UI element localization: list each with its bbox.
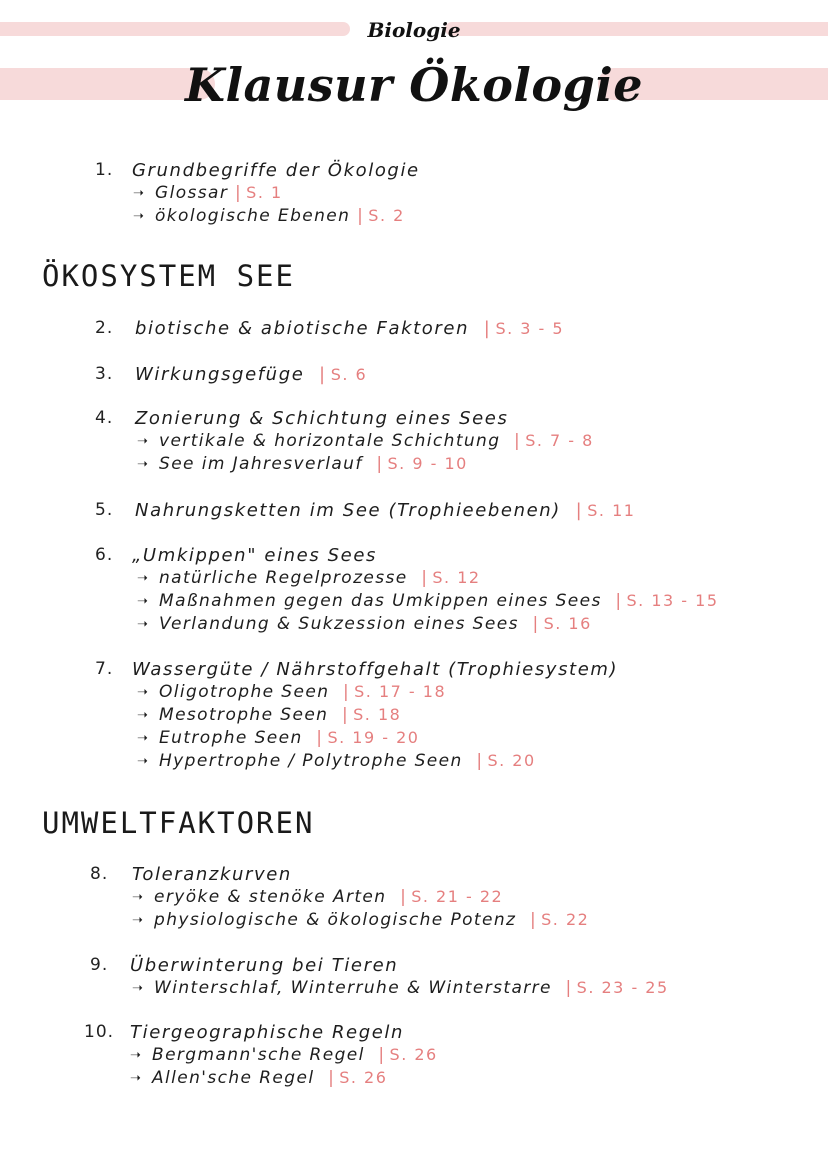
page-ref: S. 26	[389, 1045, 438, 1064]
sub-item-text: physiologische & ökologische Potenz	[154, 910, 517, 930]
sub-item-text: eryöke & stenöke Arten	[154, 887, 387, 907]
arrow-icon: ➝	[137, 434, 148, 449]
item-text: Wirkungsgefüge	[135, 364, 305, 385]
sub-item-text: ökologische Ebenen	[155, 206, 351, 226]
page-ref: S. 7 - 8	[525, 431, 594, 450]
sub-item-text: Oligotrophe Seen	[159, 682, 330, 702]
page-ref: S. 17 - 18	[354, 682, 447, 701]
item-text: „Umkippen" eines Sees	[132, 545, 378, 566]
page-ref: S. 26	[339, 1068, 388, 1087]
item-number: 2.	[95, 318, 114, 338]
item-number: 8.	[90, 864, 109, 884]
arrow-icon: ➝	[137, 594, 148, 609]
item-text: Toleranzkurven	[132, 864, 292, 885]
page-ref: S. 9 - 10	[387, 454, 468, 473]
arrow-icon: ➝	[133, 186, 144, 201]
arrow-icon: ➝	[137, 571, 148, 586]
sub-item-text: Hypertrophe / Polytrophe Seen	[159, 751, 463, 771]
item-number: 10.	[84, 1022, 115, 1042]
item-text: Wassergüte / Nährstoffgehalt (Trophiesystem)	[132, 659, 619, 680]
sub-item-text: natürliche Regelprozesse	[159, 568, 408, 588]
item-text: Nahrungsketten im See (Trophieebenen)	[135, 500, 561, 521]
page-ref: S. 19 - 20	[327, 728, 420, 747]
page-ref: S. 21 - 22	[411, 887, 504, 906]
page-title: Klausur Ökologie	[185, 58, 643, 112]
sub-item-text: Verlandung & Sukzession eines Sees	[159, 614, 519, 634]
item-text: biotische & abiotische Faktoren	[135, 318, 470, 339]
arrow-icon: ➝	[137, 708, 148, 723]
sub-item-text: See im Jahresverlauf	[159, 454, 363, 474]
page-ref: S. 23 - 25	[576, 978, 669, 997]
item-number: 7.	[95, 659, 114, 679]
arrow-icon: ➝	[130, 1071, 141, 1086]
page-ref: S. 12	[432, 568, 481, 587]
section-heading-oekosystem-see: ÖKOSYSTEM SEE	[42, 259, 295, 293]
arrow-icon: ➝	[137, 457, 148, 472]
page-ref: S. 11	[587, 501, 636, 520]
section-heading-umweltfaktoren: UMWELTFAKTOREN	[42, 806, 315, 840]
item-number: 3.	[95, 364, 114, 384]
arrow-icon: ➝	[137, 617, 148, 632]
arrow-icon: ➝	[137, 731, 148, 746]
item-text: Zonierung & Schichtung eines Sees	[135, 408, 509, 429]
sub-item-text: Mesotrophe Seen	[159, 705, 329, 725]
subject-label: Biologie	[367, 18, 461, 42]
item-text: Überwinterung bei Tieren	[130, 955, 399, 976]
sub-item-text: Maßnahmen gegen das Umkippen eines Sees	[159, 591, 602, 611]
arrow-icon: ➝	[137, 685, 148, 700]
item-text: Grundbegriffe der Ökologie	[132, 160, 420, 181]
sub-item-text: Glossar	[155, 183, 229, 203]
arrow-icon: ➝	[132, 981, 143, 996]
page-ref: S. 13 - 15	[626, 591, 719, 610]
arrow-icon: ➝	[132, 890, 143, 905]
page-ref: S. 16	[543, 614, 592, 633]
page-ref: S. 2	[368, 206, 405, 225]
page-ref: S. 20	[487, 751, 536, 770]
sub-item-text: Eutrophe Seen	[159, 728, 303, 748]
item-number: 1.	[95, 160, 114, 180]
item-number: 6.	[95, 545, 114, 565]
arrow-icon: ➝	[137, 754, 148, 769]
arrow-icon: ➝	[133, 209, 144, 224]
page-ref: S. 1	[246, 183, 283, 202]
page-ref: S. 3 - 5	[495, 319, 565, 338]
sub-item-text: vertikale & horizontale Schichtung	[159, 431, 501, 451]
sub-item-text: Winterschlaf, Winterruhe & Winterstarre	[154, 978, 552, 998]
item-number: 9.	[90, 955, 109, 975]
page-ref: S. 6	[330, 365, 368, 384]
arrow-icon: ➝	[130, 1048, 141, 1063]
sub-item-text: Bergmann'sche Regel	[152, 1045, 365, 1065]
page-ref: S. 18	[353, 705, 402, 724]
item-number: 5.	[95, 500, 114, 520]
page-ref: S. 22	[541, 910, 590, 929]
item-number: 4.	[95, 408, 114, 428]
item-text: Tiergeographische Regeln	[130, 1022, 405, 1043]
arrow-icon: ➝	[132, 913, 143, 928]
sub-item-text: Allen'sche Regel	[152, 1068, 315, 1088]
